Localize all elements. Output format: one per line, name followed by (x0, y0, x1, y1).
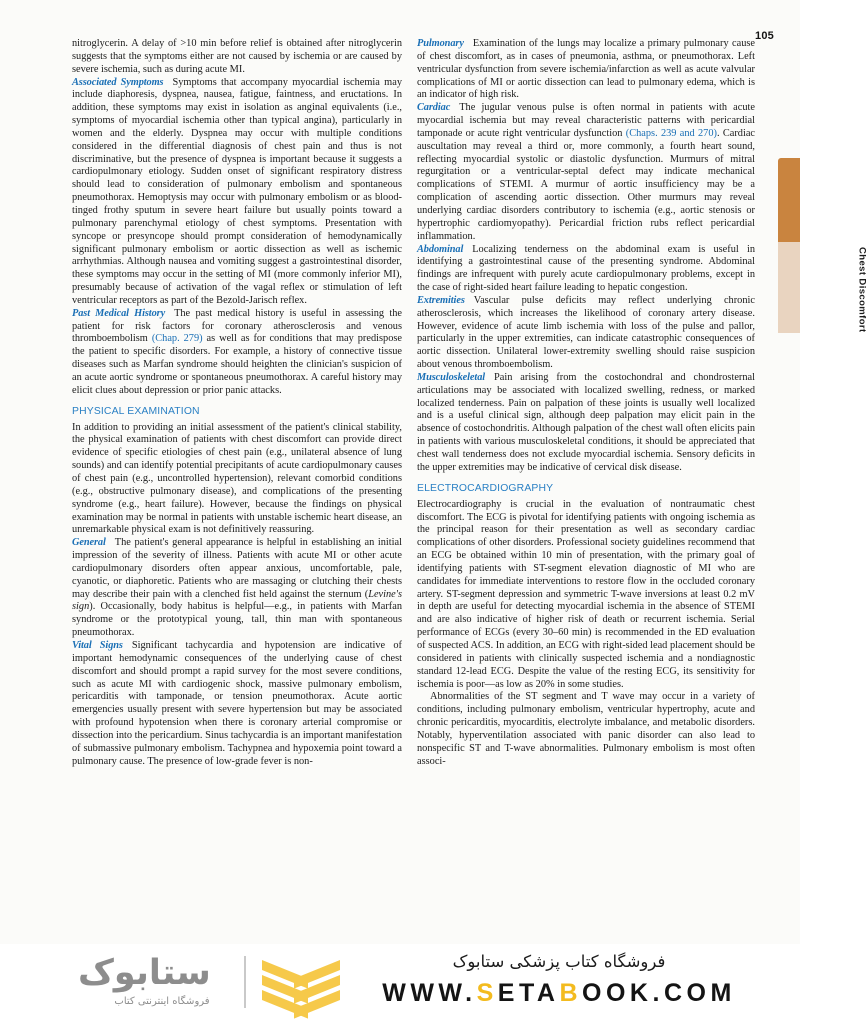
double-chevron-icon (262, 960, 340, 1008)
paragraph-ecg-abnormalities: Abnormalities of the ST segment and T wave may occur in a variety of conditions, including pulmonary embolism, ventricular hypertrophy, acute and chronic pericarditis, myocarditis, electrolyte imbalance, and metabolic disorders. Notably, hyperventilation associated with panic disorder can also lead to nonspecific ST and T-wave abnormalities. Pulmonary embolism is most often associ- (417, 691, 755, 767)
site-url-char: A (536, 979, 560, 1007)
paragraph-pulmonary (417, 38, 755, 102)
site-tagline-farsi: فروشگاه کتاب پزشکی ستابوک (452, 952, 666, 971)
site-info-block (344, 950, 774, 1010)
site-url-char: W (382, 979, 411, 1007)
chapter-number-label: CHAPTER 14 (856, 163, 868, 227)
site-url-char: O (605, 979, 630, 1007)
pulmonary-text: Examination of the lungs may localize a primary pulmonary cause of chest discomfort, as in cases of pneumonia, asthma, or pneumothorax. Left ventricular dysfunction from severe ischemia/infarction as well as acute valvular complications of MI or aortic dissection can lead to pulmonary edema, which is an indicator of high risk. (417, 38, 755, 101)
logo-divider (244, 956, 246, 1008)
paragraph-abdominal (417, 244, 755, 295)
paragraph-cardiac (417, 102, 755, 243)
paragraph-associated-symptoms (72, 77, 402, 308)
runin-heading-cardiac: Cardiac (417, 102, 451, 114)
vital-signs-text: Significant tachycardia and hypotension are indicative of important hemodynamic consequences of the underlying cause of chest discomfort and should prompt a rapid survey for the most severe conditions, such as acute MI with cardiogenic shock, massive pulmonary embolism, pericarditis with tamponade, or tension pneumothorax. Acute aortic emergencies usually present with severe hypertension but may be associated with profound hypotension when there is coronary arterial compromise or dissection into the pericardium. Sinus tachycardia is an important manifestation of submassive pulmonary embolism. Tachypnea and hypoxemia point toward a pulmonary cause. The presence of low-grade fever is non- (72, 639, 402, 767)
general-text-b: ). Occasionally, body habitus is helpful—e.g., in patients with Marfan syndrome or the prototypical young, tall, thin man with spontaneous pneumothorax. (72, 601, 402, 639)
runin-heading-musculoskeletal: Musculoskeletal (417, 371, 486, 383)
extremities-text: Vascular pulse deficits may reflect underlying chronic atherosclerosis, which increases the likelihood of coronary artery disease. However, evidence of acute limb ischemia with loss of the pulse and pallor, particularly in the upper extremities, can indicate catastrophic consequences of aortic dissection. Unilateral lower-extremity swelling should raise suspicion about venous thromboembolism. (417, 294, 755, 371)
right-column (417, 38, 755, 768)
italic-term-levines-sign: Levine's sign (72, 588, 402, 613)
site-url-char: E (497, 979, 519, 1007)
section-heading-electrocardiography: ELECTROCARDIOGRAPHY (417, 482, 554, 494)
paragraph-electrocardiography: Electrocardiography is crucial in the evaluation of nontraumatic chest discomfort. The ECG is pivotal for identifying patients with ongoing ischemia as the principal reason for their presentation as well as secondary cardiac complications of other disorders. Professional society guidelines recommend that an ECG be obtained within 10 min of presentation, with the primary goal of identifying patients with ST-segment elevation diagnostic of MI who are candidates for immediate interventions to restore flow in the occluded coronary artery. ST-segment depression and symmetric T-wave inversions at least 0.2 mV in depth are useful for detecting myocardial ischemia in the absence of STEMI and are also indicative of higher risk of death or recurrent ischemia. Serial performance of ECGs (every 30–60 min) is recommended in the ED evaluation of suspected ACS. In addition, an ECG with right-sided lead placement should be considered in patients with clinically suspected ischemia and a nondiagnostic standard 12-lead ECG. Despite the value of the resting ECG, its sensitivity for ischemia is poor—as low as 20% in some studies. (417, 498, 755, 690)
runin-heading-extremities: Extremities (417, 294, 465, 306)
site-url-char: O (686, 979, 711, 1007)
musculoskeletal-text: Pain arising from the costochondral and chondrosternal articulations may be associated with localized swelling, redness, or marked localized tenderness. Pain on palpation of these joints is usually well localized and is a useful clinical sign, although deep palpation may elicit pain in the absence of costochondritis. Although palpation of the chest wall often elicits pain in patients with various musculoskeletal conditions, it should be appreciated that chest wall tenderness does not exclude myocardial ischemia. Sensory deficits in the upper extremities may be indicative of cervical disk disease. (417, 371, 755, 473)
footer-watermark-band (0, 944, 800, 1024)
site-url-char: W (438, 979, 466, 1007)
cross-reference-chaps-239-270[interactable]: (Chaps. 239 and 270) (625, 127, 717, 139)
cardiac-text-b: . Cardiac auscultation may reveal a third or, more commonly, a fourth heart sound, reflecting myocardial systolic or diastolic dysfunction. Murmurs of mitral regurgitation or a ventricular-septal defect may indicate mechanical complications of STEMI. A murmur of aortic insufficiency may be a complication of ascending aortic dissection. Other murmurs may reveal underlying cardiac disorders contributory to ischemia (e.g., aortic stenosis or hypertrophic cardiomyopathy). Pericardial friction rubs reflect pericardial inflammation. (417, 127, 755, 242)
paragraph-continued: nitroglycerin. A delay of >10 min before relief is obtained after nitroglycerin suggests that the symptoms either are not caused by ischemia or are caused by severe ischemia, such as during acute MI. (72, 38, 402, 75)
abdominal-text: Localizing tenderness on the abdominal exam is useful in identifying a gastrointestinal cause of the presenting syndrome. Abdominal findings are infrequent with purely acute cardiopulmonary problems, except in the case of right-sided heart failure leading to hepatic congestion. (417, 243, 755, 294)
site-url-char: B (559, 979, 583, 1007)
cross-reference-chap-279[interactable]: (Chap. 279) (151, 333, 203, 345)
runin-heading-pulmonary: Pulmonary (417, 38, 464, 49)
paragraph-vital-signs (72, 640, 402, 768)
past-medical-history-text-b: as well as for conditions that may predispose the patient to specific disorders. For example, a history of connective tissue diseases such as Marfan syndrome should heighten the clinician's suspicion of an acute aortic syndrome or spontaneous pneumothorax. A careful history may elicit clues about depression or prior panic attacks. (72, 333, 402, 396)
cardiac-text-a: The jugular venous pulse is often normal in patients with acute myocardial ischemia but may reveal characteristic patterns with pericardial tamponade or acute right ventricular dysfunction (417, 102, 755, 139)
runin-heading-vital-signs: Vital Signs (72, 639, 123, 651)
paragraph-past-medical-history (72, 308, 402, 398)
site-url-char: C (663, 979, 687, 1007)
section-heading-physical-examination: PHYSICAL EXAMINATION (72, 405, 200, 417)
runin-heading-associated-symptoms: Associated Symptoms (72, 76, 164, 88)
site-url-char: W (410, 979, 439, 1007)
runin-heading-past-medical-history: Past Medical History (72, 307, 166, 319)
paragraph-musculoskeletal (417, 372, 755, 475)
setabook-logo[interactable] (72, 952, 372, 1016)
site-url-char: O (582, 979, 606, 1007)
paragraph-general (72, 537, 402, 640)
runin-heading-general: General (72, 537, 106, 549)
chapter-title-label: Chest Discomfort (856, 247, 868, 333)
site-url-char: S (476, 979, 498, 1007)
page-number: 105 (755, 30, 774, 42)
left-column (72, 38, 402, 768)
general-text-a: The patient's general appearance is helpful in establishing an initial impression of the severity of illness. Patients with acute MI or other acute cardiopulmonary disorders often appear anxious, uncomfortable, pale, cyanotic, or diaphoretic. Patients who are massaging or clutching their chests may describe their pain with a clenched fist held against the sternum ( (72, 537, 402, 600)
site-url-char: M (710, 979, 736, 1007)
site-url-char: K (629, 979, 653, 1007)
site-url-char: . (652, 979, 664, 1007)
site-url-char: T (518, 979, 537, 1007)
paragraph-physical-examination: In addition to providing an initial assessment of the patient's clinical stability, the physical examination of patients with chest discomfort can provide direct evidence of specific etiologies of chest pain (e.g., unilateral absence of lung sounds) and can identify potential precipitants of acute cardiopulmonary causes of chest pain (e.g., uncontrolled hypertension), relevant comorbid conditions (e.g., obstructive pulmonary disease), and complications of the presenting syndrome (e.g., heart failure). However, because the findings on physical examination may be normal in patients with unstable ischemic heart disease, an unremarkable physical exam is not definitively reassuring. (72, 421, 402, 536)
site-url-char: . (465, 979, 477, 1007)
site-url[interactable] (344, 976, 774, 1010)
past-medical-history-text-a: The past medical history is useful in assessing the patient for risk factors for coronary atherosclerosis and venous thromboembolism (72, 307, 403, 345)
chapter-thumb-tab (778, 158, 868, 333)
setabook-logo-wordmark: ستابوک (78, 953, 211, 993)
paragraph-extremities (417, 295, 755, 372)
associated-symptoms-text: Symptoms that accompany myocardial ischemia may include diaphoresis, dyspnea, nausea, fatigue, faintness, and eructations. In addition, these symptoms may exist in isolation as anginal equivalents (i.e., symptoms of myocardial ischemia other than typical angina), particularly in women and the elderly. Dyspnea may occur with multiple conditions considered in the differential diagnosis of chest pain and thus is not discriminative, but the presence of dyspnea is important because it suggests a cardiopulmonary etiology. Sudden onset of significant respiratory distress should lead to consideration of pulmonary embolism and spontaneous pneumothorax. Hemoptysis may occur with pulmonary embolism or as blood-tinged frothy sputum in severe heart failure but usually points toward a pulmonary parenchymal etiology of chest symptoms. Presentation with syncope or presyncope should prompt consideration of hemodynamically significant pulmonary embolism or aortic dissection as well as ischemic arrhythmias. Although nausea and vomiting suggest a gastrointestinal disorder, these symptoms may occur in the setting of MI (more commonly inferior MI), presumably because of activation of the vagal reflex or stimulation of left ventricular receptors as part of the Bezold-Jarisch reflex. (72, 76, 402, 306)
setabook-logo-tagline: فروشگاه اینترنتی کتاب (114, 996, 210, 1007)
runin-heading-abdominal: Abdominal (417, 243, 464, 255)
